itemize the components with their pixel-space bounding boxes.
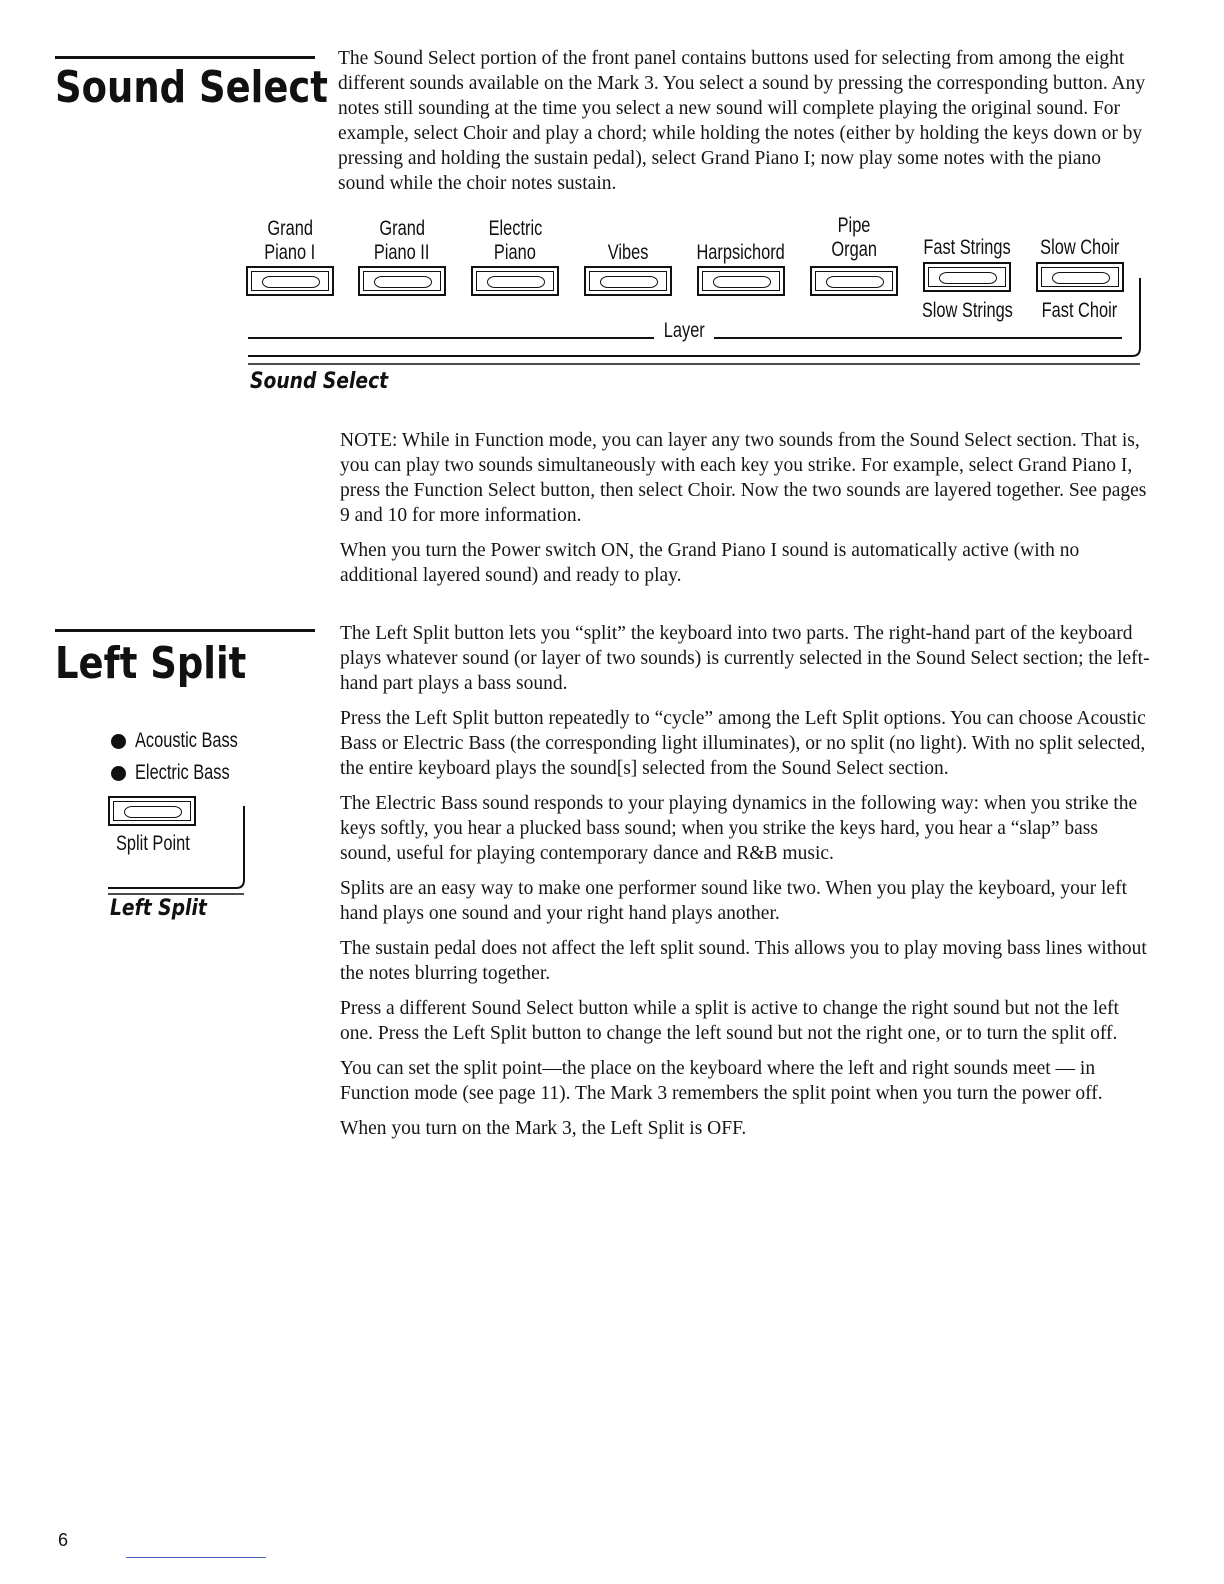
button-label-fast-strings: Fast Strings [923, 236, 1011, 259]
left-split-paragraph: The Left Split button lets you “split” the keyboard into two parts. The right-hand part of the keyboard plays whatever sound (or layer of two sounds) is currently selected in the Sound Select section; the left-hand part plays a bass sound. [340, 623, 1150, 694]
left-split-caption: Left Split [110, 896, 207, 921]
left-split-heading: Left Split [55, 638, 247, 689]
sound-select-heading: Sound Select [55, 62, 328, 113]
sound-select-caption: Sound Select [250, 369, 389, 394]
layer-note: NOTE: While in Function mode, you can layer any two sounds from the Sound Select section. That is, you can play two sounds simultaneously with each key you strike. For example, select Grand Piano I, press the Function Select button, then select Choir. Now the two sounds are layered together. See pages 9 and 10 for more information. [340, 430, 1147, 526]
layer-label: Layer [663, 319, 705, 342]
alt-label-fast-choir: Fast Choir [1041, 299, 1117, 322]
button-label-pipe-organ: Pipe Organ [831, 214, 877, 261]
left-split-paragraph: When you turn on the Mark 3, the Left Split is OFF. [340, 1118, 747, 1139]
left-split-heading-rule [55, 629, 315, 632]
button-label-grand-piano-2: Grand Piano II [374, 217, 430, 264]
left-split-body [340, 621, 1152, 1141]
left-split-paragraph: Press a different Sound Select button while a split is active to change the right sound but not the left one. Press the Left Split button to change the left sound but not the right one, or to turn the split off. [340, 998, 1119, 1044]
sound-select-intro-text: The Sound Select portion of the front panel contains buttons used for selecting from among the eight different sounds available on the Mark 3. You select a sound by pressing the corresponding button. Any notes still sounding at the time you select a new sound will complete playing the original sound. For example, select Choir and play a chord; while holding the notes (either by holding the keys down or by pressing and holding the sustain pedal), select Grand Piano I; now play some notes with the piano sound while the choir notes sustain. [338, 48, 1146, 194]
button-label-grand-piano-1: Grand Piano I [264, 217, 316, 264]
button-label-slow-choir: Slow Choir [1040, 236, 1120, 259]
left-split-paragraph: You can set the split point—the place on the keyboard where the left and right sounds meet — in Function mode (see page 11). The Mark 3 remembers the split point when you turn the power off. [340, 1058, 1103, 1104]
left-split-paragraph: Press the Left Split button repeatedly to “cycle” among the Left Split options. You can choose Acoustic Bass or Electric Bass (the corresponding light illuminates), or no split (no light). With no split selected, the entire keyboard plays the sound[s] selected from the Sound Select section. [340, 708, 1146, 779]
panel-border [0, 0, 1224, 400]
left-split-paragraph: Splits are an easy way to make one performer sound like two. When you play the keyboard, your left hand plays one sound and your right hand plays another. [340, 878, 1127, 924]
sound-select-notes [340, 428, 1150, 588]
acoustic-bass-label: Acoustic Bass [135, 729, 238, 752]
page-number: 6 [58, 1530, 69, 1550]
split-point-label: Split Point [116, 832, 190, 855]
button-label-harpsichord: Harpsichord [696, 241, 786, 264]
sound-select-diagram [0, 0, 1224, 400]
left-split-paragraph: The Electric Bass sound responds to your playing dynamics in the following way: when you strike the keys softly, you hear a plucked bass sound; when you strike the keys hard, you hear a “slap” bass sound, useful for playing contemporary dance and R&B music. [340, 793, 1138, 864]
button-label-vibes: Vibes [607, 241, 649, 264]
left-split-paragraph: The sustain pedal does not affect the left split sound. This allows you to play moving bass lines without the notes blurring together. [340, 938, 1147, 984]
footer-rule [126, 1557, 266, 1558]
button-label-electric-piano: Electric Piano [488, 217, 542, 264]
alt-label-slow-strings: Slow Strings [921, 299, 1013, 322]
electric-bass-label: Electric Bass [135, 761, 230, 784]
left-split-diagram [0, 720, 320, 930]
power-on-note: When you turn the Power switch ON, the Grand Piano I sound is automatically active (with no additional layered sound) and ready to play. [340, 540, 1080, 586]
